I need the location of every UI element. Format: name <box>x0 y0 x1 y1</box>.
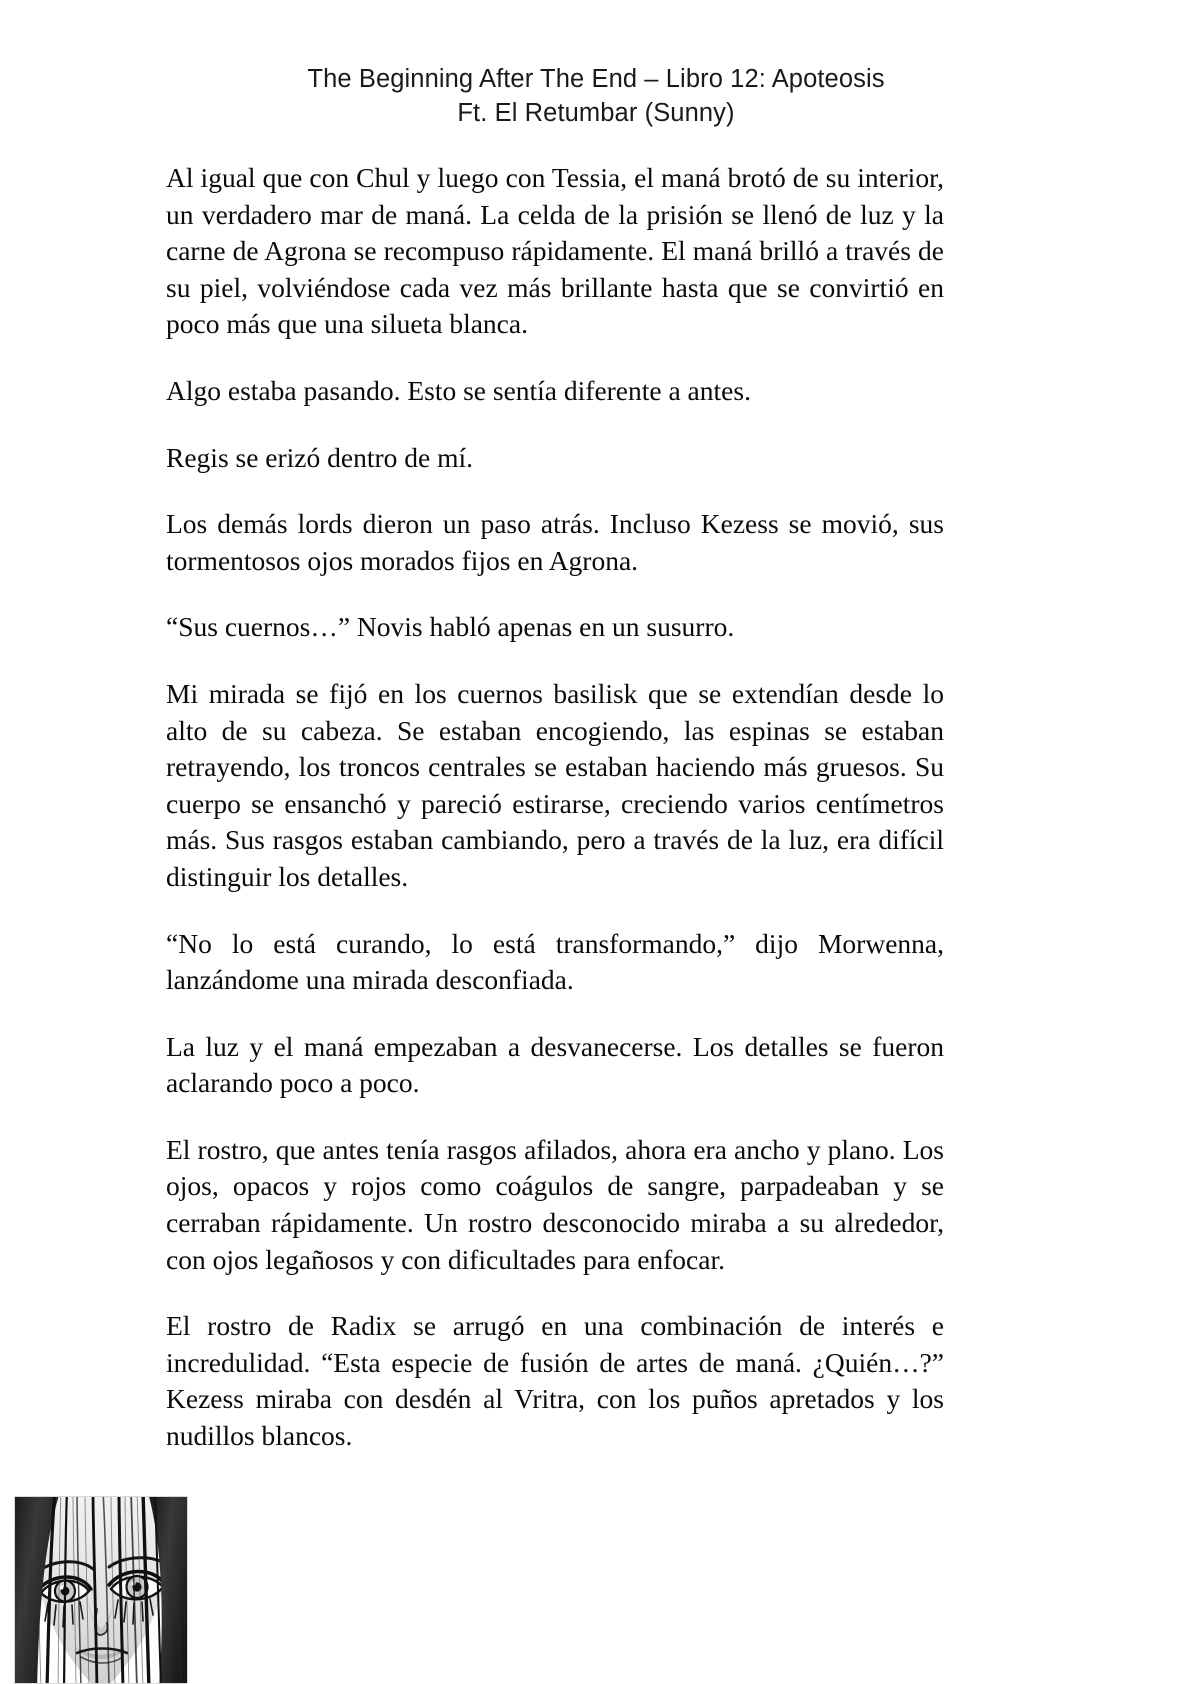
header-subtitle-line-2: Ft. El Retumbar (Sunny) <box>457 99 735 127</box>
paragraph: “Sus cuernos…” Novis habló apenas en un susurro. <box>166 611 735 643</box>
paragraph: El rostro, que antes tenía rasgos afilados, ahora era ancho y plano. Los ojos, opacos y rojos como coágulos de sangre, parpadeaban y se cerraban rápidamente. Un rostro desconocido miraba a su alrededor, con ojos legañosos y con dificultades para enfocar. <box>166 1133 944 1275</box>
paragraph: El rostro de Radix se arrugó en una combinación de interés e incredulidad. “Esta especie de fusión de artes de maná. ¿Quién…?” Kezess miraba con desdén al Vritra, con los puños apretados y los nudillos blancos. <box>166 1310 944 1452</box>
paragraph: Los demás lords dieron un paso atrás. Incluso Kezess se movió, sus tormentosos ojos morados fijos en Agrona. <box>166 508 944 576</box>
header-title-line-1: The Beginning After The End – Libro 12: Apoteosis <box>307 65 885 93</box>
paragraph: La luz y el maná empezaban a desvanecerse. Los detalles se fueron aclarando poco a poco. <box>166 1030 944 1099</box>
paragraph: Mi mirada se fijó en los cuernos basilisk que se extendían desde lo alto de su cabeza. Se estaban encogiendo, las espinas se estaban retrayendo, los troncos centrales se estaban haciendo más gruesos. Su cuerpo se ensanchó y pareció estirarse, creciendo varios centímetros más. Sus rasgos estaban cambiando, pero a través de la luz, era difícil distinguir los detalles. <box>166 677 944 892</box>
paragraph: Regis se erizó dentro de mí. <box>166 441 473 473</box>
manga-face-illustration <box>14 1496 188 1684</box>
paragraph: Algo estaba pasando. Esto se sentía diferente a antes. <box>166 374 751 406</box>
document-header <box>0 62 1192 130</box>
document-body <box>166 160 944 1485</box>
paragraph: Al igual que con Chul y luego con Tessia, el maná brotó de su interior, un verdadero mar de maná. La celda de la prisión se llenó de luz y la carne de Agrona se recompuso rápidamente. El maná brilló a través de su piel, volviéndose cada vez más brillante hasta que se convirtió en poco más que una silueta blanca. <box>166 162 944 340</box>
paragraph: “No lo está curando, lo está transformando,” dijo Morwenna, lanzándome una mirada desconfiada. <box>166 927 944 996</box>
